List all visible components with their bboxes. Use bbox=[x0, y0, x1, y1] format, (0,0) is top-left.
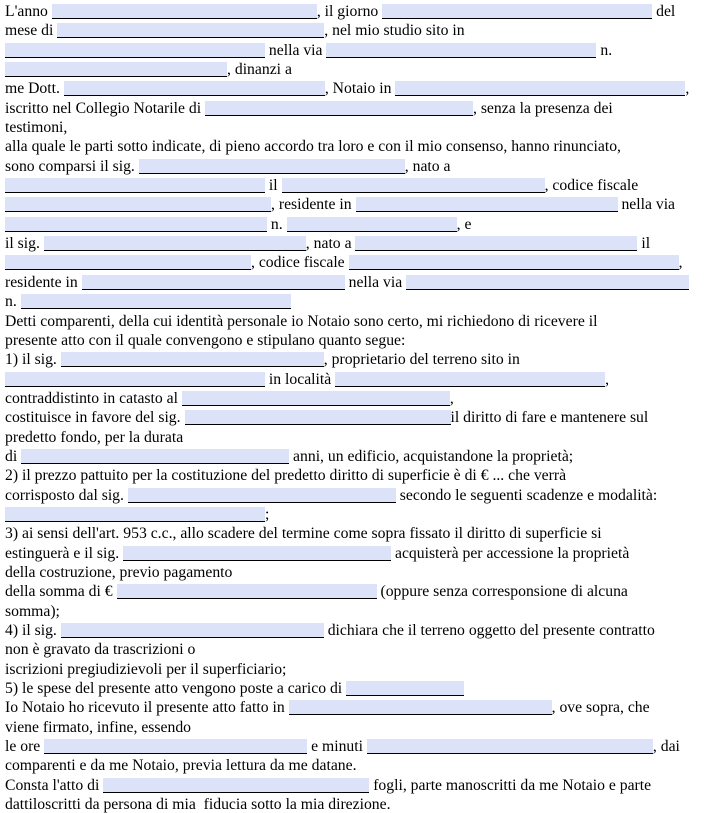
field-scadenze-modalita[interactable] bbox=[5, 507, 265, 522]
text-run: , codice fiscale bbox=[251, 254, 349, 272]
field-spese-carico[interactable] bbox=[346, 681, 464, 696]
text-run: 1) il sig. bbox=[5, 351, 61, 369]
field-comparente2-data-nascita[interactable] bbox=[5, 255, 251, 270]
document-line bbox=[5, 350, 717, 369]
document-line bbox=[5, 582, 717, 601]
text-run: , proprietario del terreno sito in bbox=[323, 351, 520, 369]
text-run: nella via bbox=[344, 273, 407, 291]
text-run: , codice fiscale bbox=[544, 177, 639, 195]
text-run: del bbox=[652, 3, 676, 20]
document-line bbox=[5, 157, 717, 176]
text-run: iscritto nel Collegio Notarile di bbox=[5, 99, 205, 117]
document-line bbox=[5, 428, 717, 447]
field-mese[interactable] bbox=[57, 23, 324, 38]
document-line bbox=[5, 505, 717, 524]
field-concedente-nome[interactable] bbox=[61, 352, 324, 367]
text-run: il bbox=[637, 235, 651, 253]
text-run: testimoni, bbox=[5, 119, 68, 137]
text-run: mese di bbox=[5, 22, 58, 40]
text-run: ; bbox=[265, 505, 270, 523]
field-comparente2-luogo-nascita[interactable] bbox=[355, 236, 637, 251]
document-line bbox=[5, 602, 717, 621]
field-ore[interactable] bbox=[44, 739, 307, 754]
document-line bbox=[5, 21, 717, 40]
text-run: non è gravato da trascrizioni o bbox=[5, 641, 196, 659]
text-run: , il giorno bbox=[316, 3, 383, 20]
document-line bbox=[5, 215, 717, 234]
field-comparente2-residenza[interactable] bbox=[82, 275, 345, 290]
document-line bbox=[5, 253, 717, 272]
field-pagatore-nome[interactable] bbox=[128, 488, 396, 503]
field-comparente1-data-nascita[interactable] bbox=[282, 178, 545, 193]
document-line bbox=[5, 544, 717, 563]
field-giorno[interactable] bbox=[382, 4, 652, 19]
text-run: , senza la presenza dei bbox=[472, 99, 613, 117]
text-run: della somma di € bbox=[5, 583, 117, 601]
document-line bbox=[5, 447, 717, 466]
text-run: anni, un edificio, acquistandone la proprietà; bbox=[289, 447, 574, 465]
field-durata-anni[interactable] bbox=[21, 449, 289, 464]
text-run: fogli, parte manoscritti da me Notaio e parte bbox=[369, 776, 652, 794]
text-run: , dinanzi a bbox=[227, 61, 292, 79]
text-run: le ore bbox=[5, 738, 45, 756]
text-run: , bbox=[685, 80, 690, 98]
document-line bbox=[5, 234, 717, 253]
text-run: , bbox=[678, 254, 683, 272]
text-run: , Notaio in bbox=[324, 80, 396, 98]
text-run: e minuti bbox=[307, 738, 367, 756]
text-run: n. bbox=[5, 293, 21, 311]
text-run: , bbox=[605, 370, 610, 388]
text-run: 3) ai sensi dell'art. 953 c.c., allo scadere del termine come sopra fissato il diritto di superficie si bbox=[5, 525, 602, 543]
field-comparente1-residenza[interactable] bbox=[356, 197, 618, 212]
document-line bbox=[5, 60, 717, 79]
text-run: n. bbox=[596, 41, 613, 59]
text-run: somma); bbox=[5, 602, 60, 620]
text-run: dichiara che il terreno oggetto del presente contratto bbox=[323, 622, 655, 639]
document-line bbox=[5, 408, 717, 427]
text-run: presente atto con il quale convengono e stipulano quanto segue: bbox=[5, 331, 406, 349]
text-run: costituisce in favore del sig. bbox=[5, 409, 185, 427]
document-line bbox=[5, 776, 717, 795]
text-run: secondo le seguenti scadenze e modalità: bbox=[395, 486, 658, 504]
text-run: il diritto di fare e mantenere sul bbox=[450, 409, 649, 427]
text-run: della costruzione, previo pagamento bbox=[5, 563, 233, 581]
document-line bbox=[5, 389, 717, 408]
field-studio-civico[interactable] bbox=[5, 62, 227, 77]
field-terreno-comune[interactable] bbox=[5, 372, 265, 387]
field-acquirente-accessione[interactable] bbox=[123, 546, 391, 561]
field-minuti[interactable] bbox=[367, 739, 653, 754]
text-run: Detti comparenti, della cui identità personale io Notaio sono certo, mi richiedono di ricevere il bbox=[5, 312, 598, 330]
text-run: 5) le spese del presente atto vengono poste a carico di bbox=[5, 680, 347, 698]
document-line bbox=[5, 756, 717, 775]
text-run: di bbox=[5, 447, 22, 465]
document-line bbox=[5, 312, 717, 331]
document-line bbox=[5, 176, 717, 195]
document-line bbox=[5, 524, 717, 543]
document-line bbox=[5, 466, 717, 485]
document-line bbox=[5, 195, 717, 214]
document-line bbox=[5, 563, 717, 582]
text-run: il bbox=[265, 177, 282, 195]
field-numero-fogli[interactable] bbox=[103, 778, 369, 793]
field-superficiario-nome[interactable] bbox=[185, 410, 451, 425]
document-line bbox=[5, 486, 717, 505]
document-line bbox=[5, 137, 717, 156]
text-run: , nato a bbox=[305, 235, 356, 253]
field-comparente1-codice-fiscale[interactable] bbox=[5, 197, 271, 212]
text-run: , e bbox=[456, 215, 472, 233]
field-studio-via[interactable] bbox=[326, 43, 596, 58]
document-line bbox=[5, 679, 717, 698]
document-line bbox=[5, 99, 717, 118]
field-somma[interactable] bbox=[117, 584, 377, 599]
document-line bbox=[5, 370, 717, 389]
document-line bbox=[5, 41, 717, 60]
field-comparente1-luogo-nascita[interactable] bbox=[5, 178, 265, 193]
text-run: Consta l'atto di bbox=[5, 776, 104, 794]
field-collegio-notarile[interactable] bbox=[205, 101, 473, 116]
text-run: viene firmato, infine, essendo bbox=[5, 718, 192, 736]
document-line bbox=[5, 331, 717, 350]
text-run: , bbox=[449, 389, 454, 407]
text-run: residente in bbox=[5, 273, 82, 291]
field-dichiarante-nome[interactable] bbox=[61, 623, 324, 638]
document-line bbox=[5, 718, 717, 737]
field-notaio-sede[interactable] bbox=[395, 81, 685, 96]
document-line bbox=[5, 2, 717, 21]
text-run: , dai bbox=[652, 738, 680, 756]
field-anno[interactable] bbox=[52, 4, 317, 19]
document-line bbox=[5, 79, 717, 98]
text-run: , ove sopra, che bbox=[551, 699, 650, 717]
document-line bbox=[5, 737, 717, 756]
text-run: , nel mio studio sito in bbox=[324, 22, 465, 40]
field-terreno-localita[interactable] bbox=[335, 372, 605, 387]
text-run: L'anno bbox=[5, 3, 52, 20]
text-run: contraddistinto in catasto al bbox=[5, 389, 182, 407]
field-notaio-nome[interactable] bbox=[64, 81, 325, 96]
text-run: estinguerà e il sig. bbox=[5, 544, 124, 562]
text-run: Io Notaio ho ricevuto il presente atto fatto in bbox=[5, 699, 289, 717]
text-run: , nato a bbox=[404, 157, 451, 175]
field-terreno-catasto[interactable] bbox=[182, 391, 450, 406]
field-comparente2-nome[interactable] bbox=[44, 236, 306, 251]
text-run: in località bbox=[265, 370, 336, 388]
text-run: 4) il sig. bbox=[5, 622, 61, 639]
text-run: , residente in bbox=[271, 196, 356, 214]
document-line bbox=[5, 292, 717, 311]
text-run: nella via bbox=[617, 196, 676, 214]
field-studio-comune[interactable] bbox=[5, 43, 265, 58]
text-run: il sig. bbox=[5, 235, 44, 253]
text-run: sono comparsi il sig. bbox=[5, 157, 139, 175]
text-run: dattiloscritti da persona di mia fiducia sotto la mia direzione. bbox=[5, 796, 391, 813]
document-line bbox=[5, 660, 717, 679]
field-luogo-atto[interactable] bbox=[289, 700, 552, 715]
text-run: alla quale le parti sotto indicate, di pieno accordo tra loro e con il mio consenso, hanno rinunciato, bbox=[5, 138, 621, 156]
document-line bbox=[5, 640, 717, 659]
text-run: (oppure senza corresponsione di alcuna bbox=[376, 583, 628, 601]
text-run: corrisposto dal sig. bbox=[5, 486, 128, 504]
text-run: iscrizioni pregiudizievoli per il superficiario; bbox=[5, 660, 287, 678]
document-line bbox=[5, 621, 717, 640]
document-line bbox=[5, 273, 717, 292]
document-line bbox=[5, 118, 717, 137]
field-comparente1-via[interactable] bbox=[5, 217, 267, 232]
field-comparente1-civico[interactable] bbox=[287, 217, 457, 232]
text-run: nella via bbox=[265, 41, 327, 59]
text-run: n. bbox=[267, 215, 287, 233]
text-run: predetto fondo, per la durata bbox=[5, 428, 184, 446]
document-line bbox=[5, 698, 717, 717]
field-comparente2-codice-fiscale[interactable] bbox=[349, 255, 679, 270]
field-comparente1-nome[interactable] bbox=[139, 159, 405, 174]
text-run: acquisterà per accessione la proprietà bbox=[391, 544, 630, 562]
text-run: comparenti e da me Notaio, previa lettura da me datane. bbox=[5, 757, 357, 775]
field-comparente2-civico[interactable] bbox=[21, 294, 291, 309]
document-line bbox=[5, 795, 717, 813]
text-run: 2) il prezzo pattuito per la costituzione del predetto diritto di superficie è di € ... che verrà bbox=[5, 467, 567, 485]
field-comparente2-via[interactable] bbox=[406, 275, 689, 290]
text-run: me Dott. bbox=[5, 80, 64, 98]
